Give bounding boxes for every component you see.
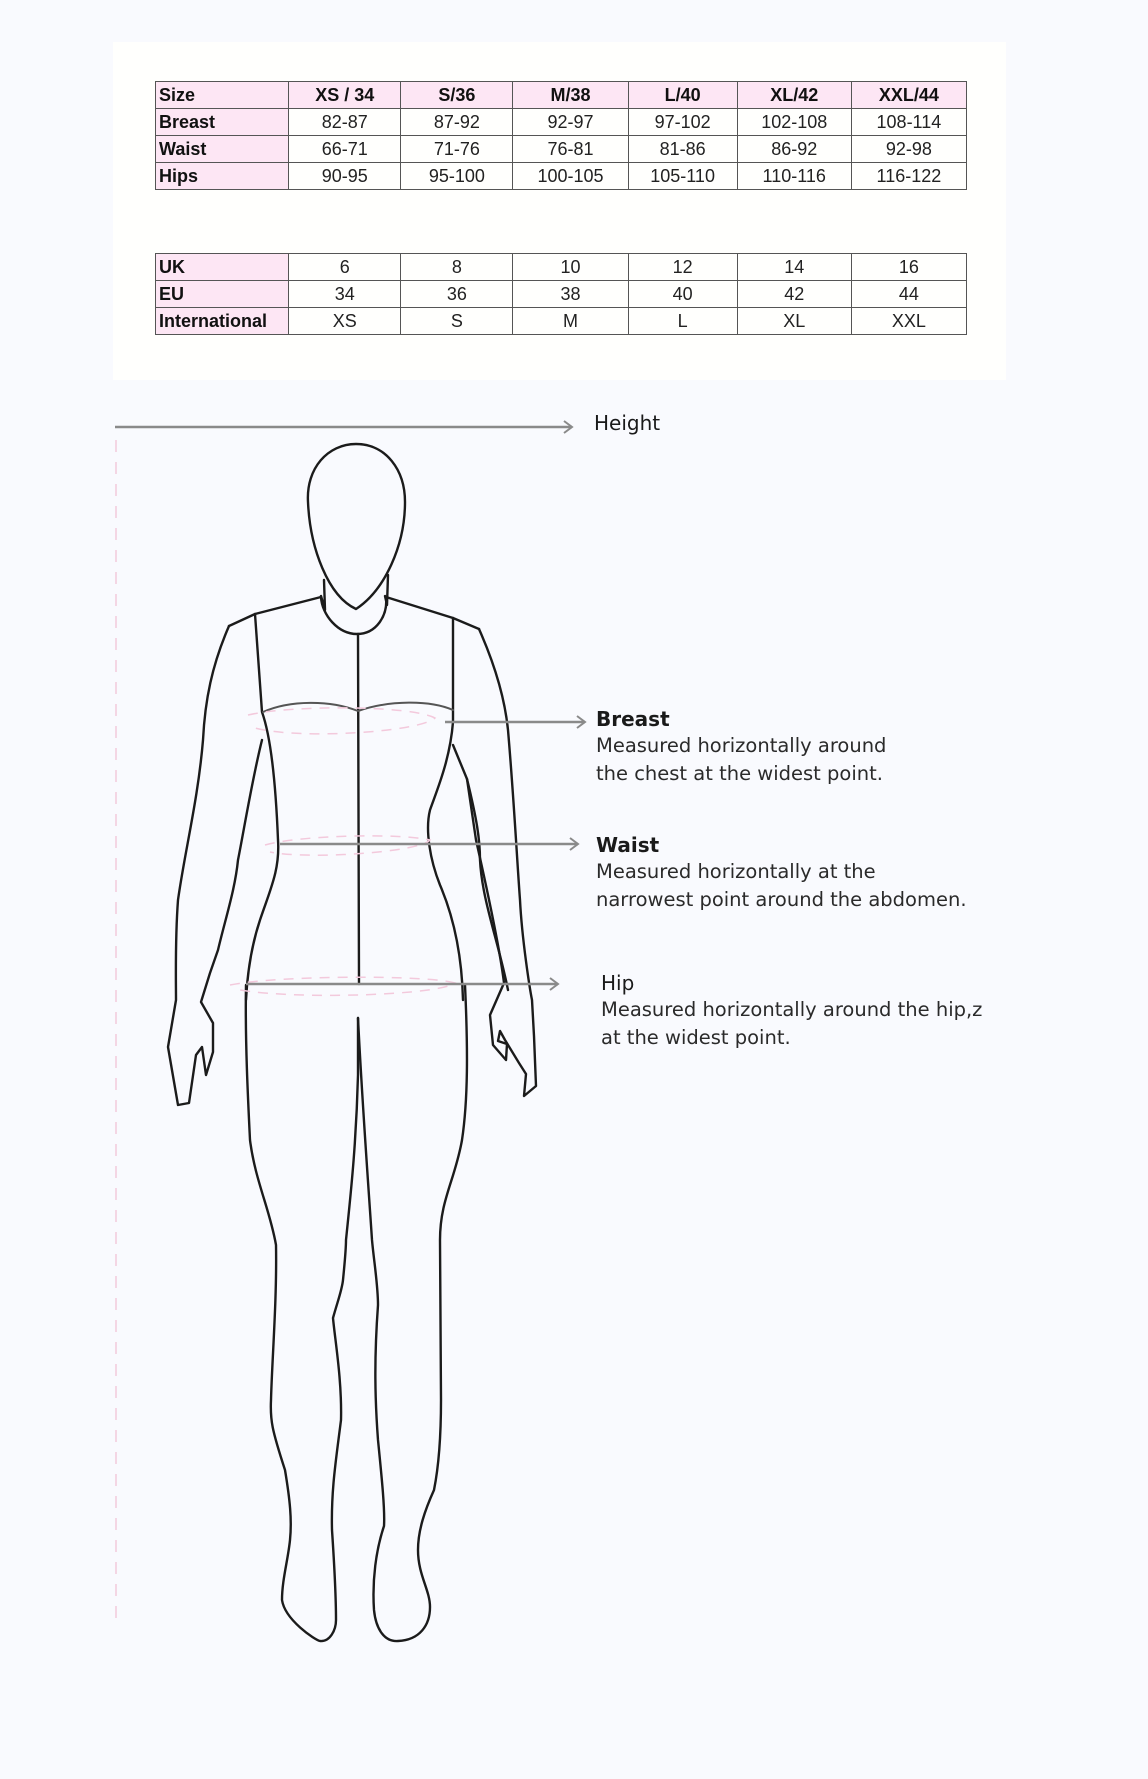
row-label: Hips: [156, 163, 289, 190]
left-torso-seam: [246, 614, 278, 1000]
table-cell: 34: [289, 281, 401, 308]
table-cell: 82-87: [289, 109, 401, 136]
table-cell: 97-102: [628, 109, 737, 136]
table-cell: 40: [628, 281, 737, 308]
neck-outline: [321, 575, 388, 610]
table-cell: L: [628, 308, 737, 335]
table-cell: 116-122: [851, 163, 966, 190]
left-shoulder: [229, 597, 321, 626]
right-leg-outer: [358, 985, 467, 1641]
table-cell: 42: [737, 281, 851, 308]
table-cell: M: [513, 308, 628, 335]
waist-desc-line1: Measured horizontally at the: [596, 860, 876, 883]
table-cell: XL: [737, 308, 851, 335]
hip-desc-line1: Measured horizontally around the hip,z: [601, 998, 983, 1021]
header-cell: XXL/44: [851, 82, 966, 109]
table-cell: 92-97: [513, 109, 628, 136]
table-cell: 81-86: [628, 136, 737, 163]
breast-title: Breast: [596, 707, 670, 731]
table-cell: 36: [401, 281, 513, 308]
row-label: Waist: [156, 136, 289, 163]
hip-dashed-band: [230, 977, 455, 995]
left-leg-outer: [246, 985, 358, 1641]
header-cell: XL/42: [737, 82, 851, 109]
table-cell: 16: [851, 254, 966, 281]
waist-dashed-band: [265, 836, 430, 855]
header-cell: Size: [156, 82, 289, 109]
right-arm-inner: [453, 745, 508, 990]
head-outline: [308, 444, 405, 609]
table-cell: 76-81: [513, 136, 628, 163]
table-cell: 108-114: [851, 109, 966, 136]
table-cell: 12: [628, 254, 737, 281]
table-cell: 66-71: [289, 136, 401, 163]
left-arm-outer: [168, 626, 262, 1105]
table-cell: 92-98: [851, 136, 966, 163]
table-cell: 86-92: [737, 136, 851, 163]
table-cell: 100-105: [513, 163, 628, 190]
table-cell: 102-108: [737, 109, 851, 136]
table-cell: 10: [513, 254, 628, 281]
table-cell: 87-92: [401, 109, 513, 136]
height-title: Height: [594, 411, 661, 435]
table-cell: XXL: [851, 308, 966, 335]
height-label: [594, 410, 660, 436]
table-cell: 95-100: [401, 163, 513, 190]
waist-title: Waist: [596, 833, 660, 857]
table-cell: 38: [513, 281, 628, 308]
table-cell: 8: [401, 254, 513, 281]
row-label: Breast: [156, 109, 289, 136]
header-cell: M/38: [513, 82, 628, 109]
center-front-line: [358, 634, 359, 984]
table-cell: 14: [737, 254, 851, 281]
right-torso-seam: [428, 618, 463, 1000]
row-label: UK: [156, 254, 289, 281]
neckline: [321, 597, 386, 634]
hip-label: [601, 970, 982, 1052]
breast-desc-line1: Measured horizontally around: [596, 734, 887, 757]
waist-desc-line2: narrowest point around the abdomen.: [596, 888, 967, 911]
breast-dashed-band: [248, 708, 435, 734]
breast-label: [596, 706, 886, 788]
table-cell: 44: [851, 281, 966, 308]
table-cell: 90-95: [289, 163, 401, 190]
waist-label: [596, 832, 967, 914]
table-cell: 105-110: [628, 163, 737, 190]
table-cell: 110-116: [737, 163, 851, 190]
table-cell: 6: [289, 254, 401, 281]
table-cell: S: [401, 308, 513, 335]
table-cell: 71-76: [401, 136, 513, 163]
row-label: EU: [156, 281, 289, 308]
header-cell: S/36: [401, 82, 513, 109]
breast-desc-line2: the chest at the widest point.: [596, 762, 883, 785]
table-cell: XS: [289, 308, 401, 335]
hip-desc-line2: at the widest point.: [601, 1026, 791, 1049]
row-label: International: [156, 308, 289, 335]
right-shoulder: [386, 597, 479, 629]
right-arm-outer: [467, 629, 536, 1096]
hip-title: Hip: [601, 971, 635, 995]
header-cell: XS / 34: [289, 82, 401, 109]
header-cell: L/40: [628, 82, 737, 109]
